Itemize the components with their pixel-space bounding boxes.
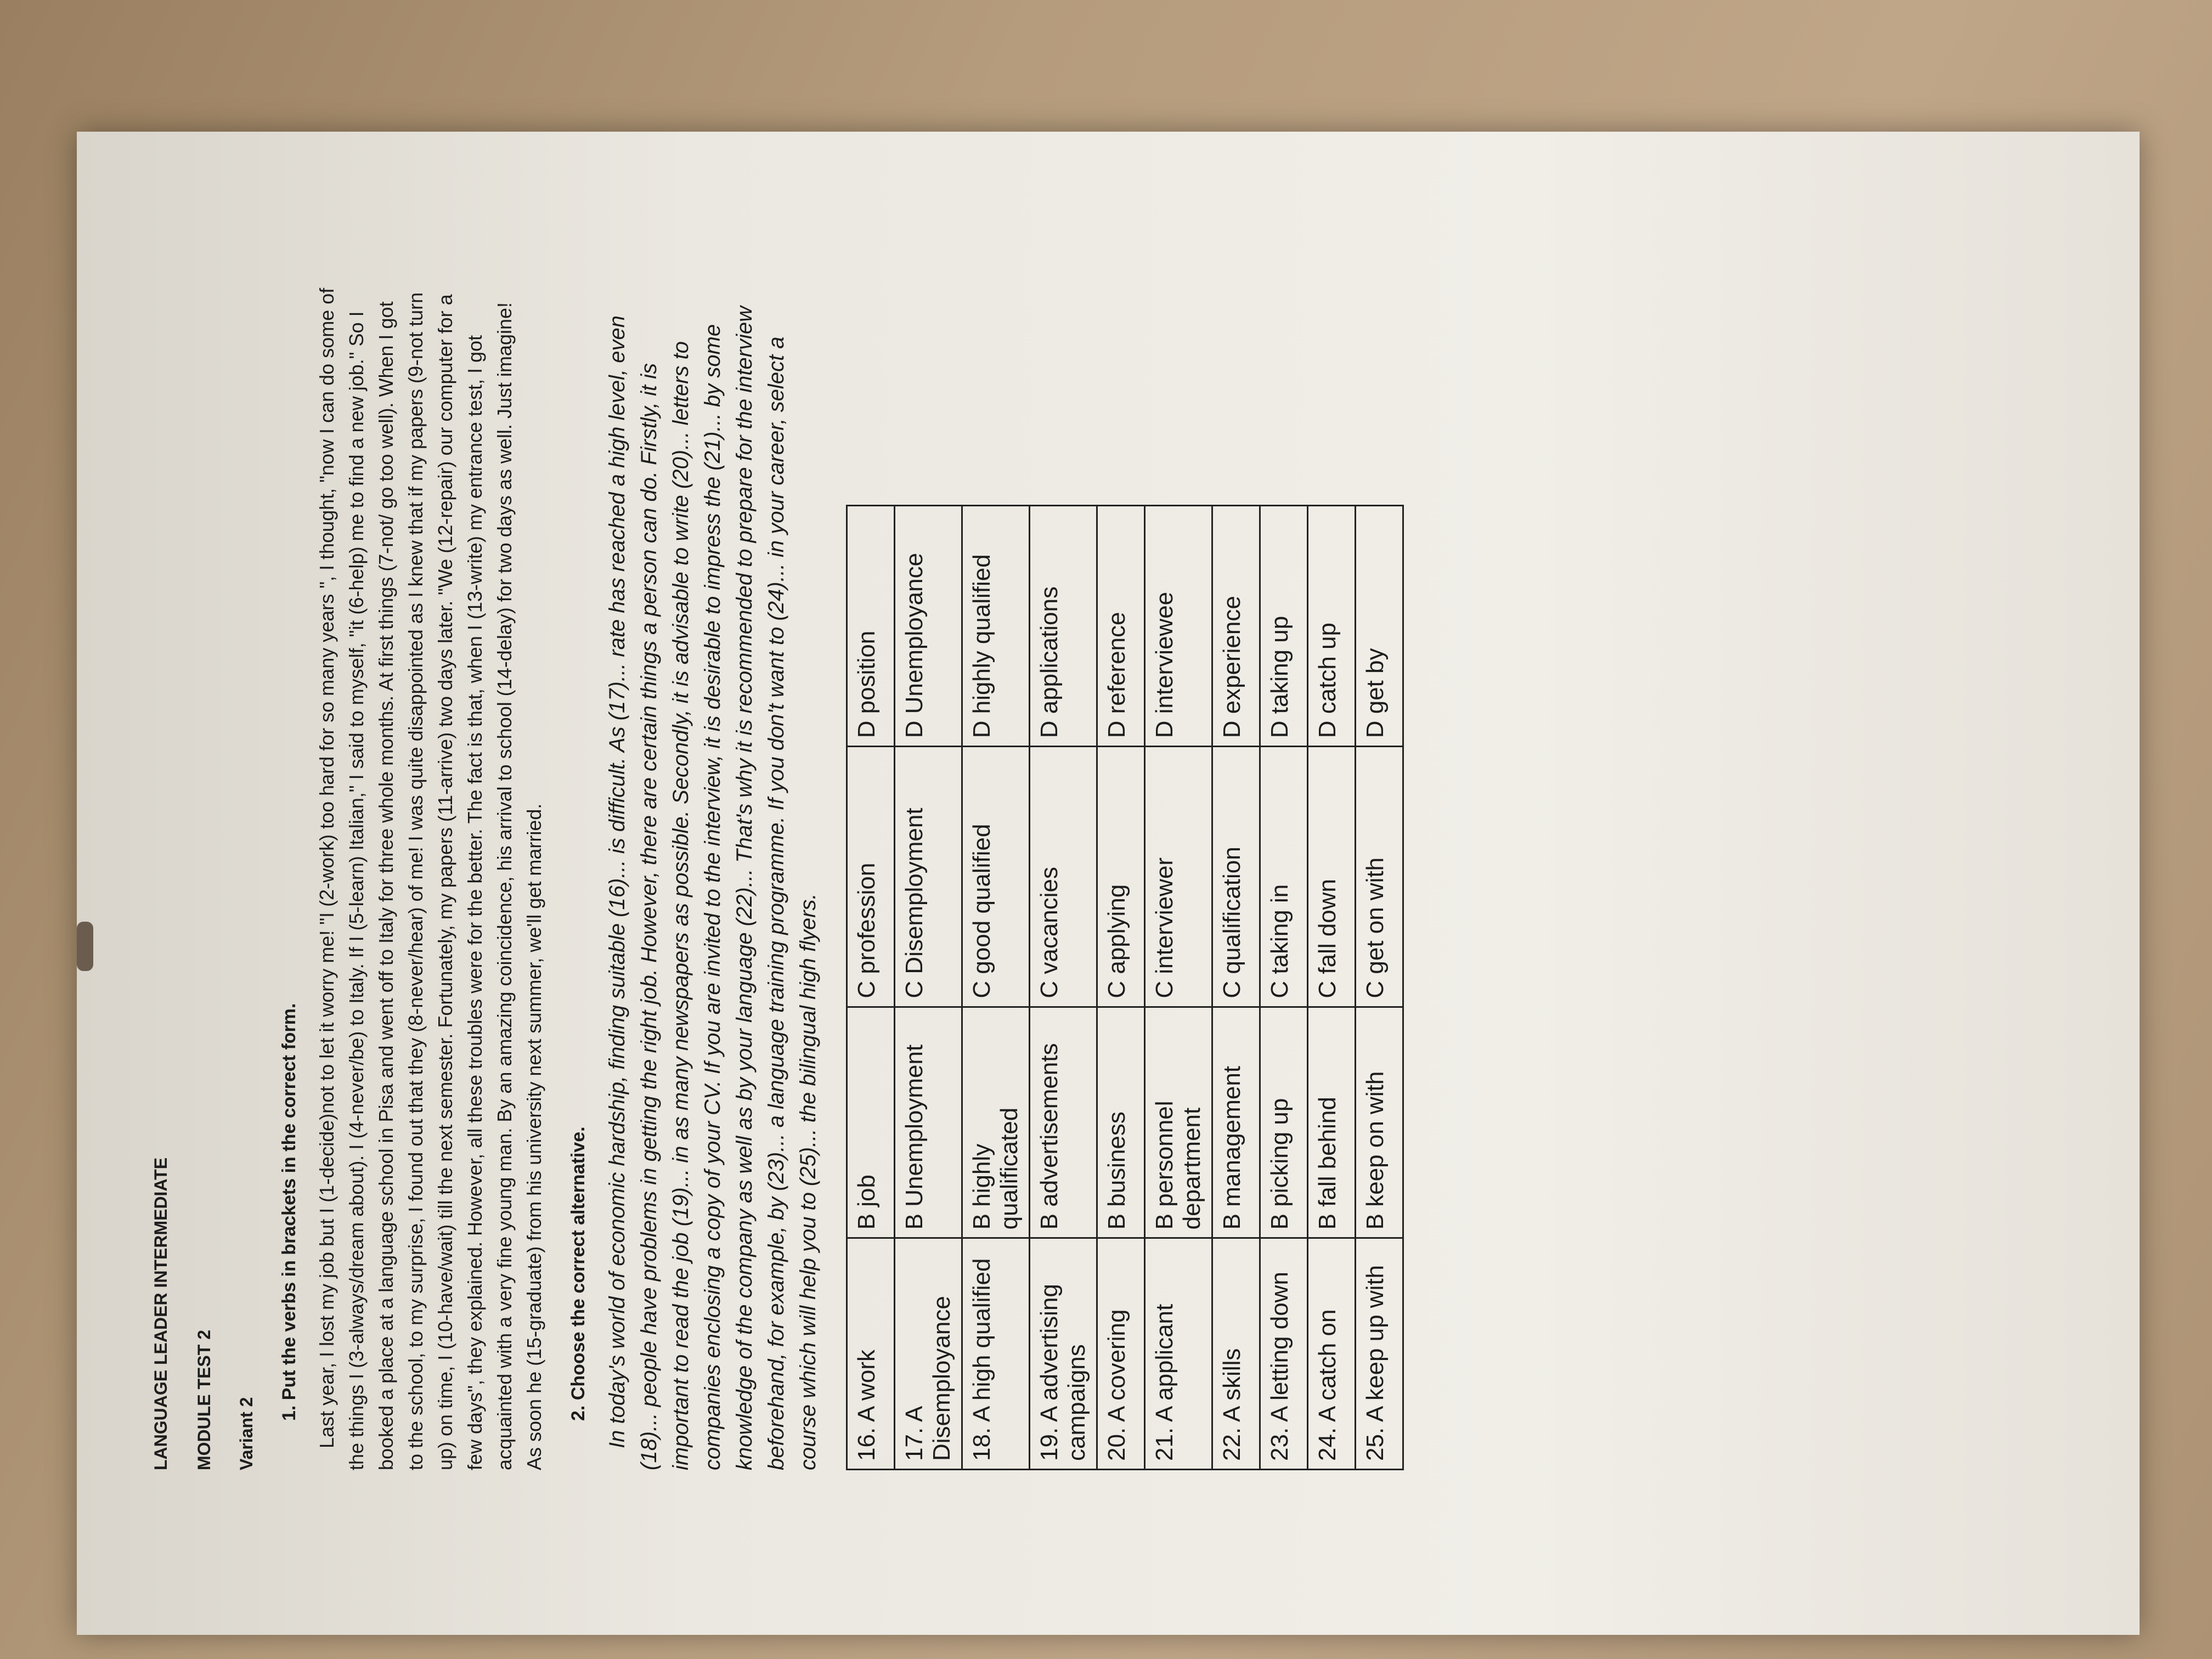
option-b: B advertisements xyxy=(1030,1007,1097,1238)
option-b: B management xyxy=(1212,1007,1260,1238)
task2-text: In today's world of economic hardship, finding suitable (16)... is difficult. As (17)... rate has reached a high level, even (18)... people have problems in getting the right job. However, there are certain things a person can do. Firstly, it is important to read the job (19)... in as many newspapers as possible. Secondly, it is advisable to write (20)... letters to companies enclosing a copy of your CV. If you are invited to the interview, it is desirable to impress the (21)... by some knowledge of the company as well as by your language (22)... That's why it is recommended to prepare for the interview beforehand, for example, by (23)... a language training programme. If you don't want to (24)... in your career, select a course which will help you to (25)... the bilingual high flyers. xyxy=(605,306,820,1470)
option-b: B personnel department xyxy=(1145,1007,1212,1238)
option-c: C profession xyxy=(847,747,895,1007)
option-a: 22. A skills xyxy=(1212,1238,1260,1470)
option-b: B picking up xyxy=(1260,1007,1308,1238)
option-a: 25. A keep up with xyxy=(1356,1238,1403,1470)
course-title: LANGUAGE LEADER INTERMEDIATE xyxy=(151,1157,171,1470)
option-a: 16. A work xyxy=(847,1238,895,1470)
option-d: D reference xyxy=(1097,506,1145,747)
option-a: 19. A advertising campaigns xyxy=(1030,1238,1097,1470)
variant-label: Variant 2 xyxy=(236,1397,256,1470)
option-d: D interviewee xyxy=(1145,506,1212,747)
option-c: C Disemployment xyxy=(895,747,962,1007)
table-row xyxy=(895,506,962,1470)
option-c: C interviewer xyxy=(1145,747,1212,1007)
option-a: 21. A applicant xyxy=(1145,1238,1212,1470)
option-c: C get on with xyxy=(1356,747,1403,1007)
table-row xyxy=(962,506,1030,1470)
option-d: D get by xyxy=(1356,506,1403,747)
task1-text: Last year, I lost my job but I (1-decide)not to let it worry me! "I (2-work) too hard for so many years ", I thought, "now I can do some of the things I (3-always/dream about). I (4-never/be) to Italy. If I (5-learn) Italian," I said to myself, "it (6-help) me to find a new job." So I booked a place at a language school in Pisa and went off to Italy for three whole months. At first things (7-not/ go too well). When I got to the school, to my surprise, I found out that they (8-never/hear) of me! I was quite disappointed as I knew that if my papers (9-not turn up) on time, I (10-have/wait) till the next semester. Fortunately, my papers (11-arrive) two days later. "We (12-repair) our computer for a few days", they explained. However, all these troubles were for the better. The fact is that, when I (13-write) my entrance test, I got acquainted with a very fine young man. By an amazing coincidence, his arrival to school (14-delay) for two days as well. Just imagine! As soon he (15-graduate) from his university next summer, we'll get married. xyxy=(315,287,545,1470)
option-c: C vacancies xyxy=(1030,747,1097,1007)
option-d: D highly qualified xyxy=(962,506,1030,747)
worksheet-paper xyxy=(77,132,2140,1635)
option-d: D taking up xyxy=(1260,506,1308,747)
worksheet-content xyxy=(91,143,2120,1624)
task1-instruction: 1. Put the verbs in brackets in the correct form. xyxy=(279,1003,300,1421)
option-d: D applications xyxy=(1030,506,1097,747)
table-row xyxy=(1212,506,1260,1470)
option-c: C qualification xyxy=(1212,747,1260,1007)
option-a: 18. A high qualified xyxy=(962,1238,1030,1470)
table-row xyxy=(847,506,895,1470)
option-b: B Unemployment xyxy=(895,1007,962,1238)
table-row xyxy=(1030,506,1097,1470)
option-d: D position xyxy=(847,506,895,747)
option-b: B business xyxy=(1097,1007,1145,1238)
option-d: D Unemployance xyxy=(895,506,962,747)
option-c: C taking in xyxy=(1260,747,1308,1007)
option-c: C fall down xyxy=(1308,747,1356,1007)
options-table xyxy=(846,505,1404,1470)
test-title: MODULE TEST 2 xyxy=(194,1329,214,1470)
option-c: C good qualified xyxy=(962,747,1030,1007)
option-a: 20. A covering xyxy=(1097,1238,1145,1470)
option-b: B keep on with xyxy=(1356,1007,1403,1238)
table-row xyxy=(1097,506,1145,1470)
table-row xyxy=(1260,506,1308,1470)
table-row xyxy=(1356,506,1403,1470)
option-a: 23. A letting down xyxy=(1260,1238,1308,1470)
option-b: B job xyxy=(847,1007,895,1238)
option-a: 17. A Disemployance xyxy=(895,1238,962,1470)
option-a: 24. A catch on xyxy=(1308,1238,1356,1470)
option-c: C applying xyxy=(1097,747,1145,1007)
task2-instruction: 2. Choose the correct alternative. xyxy=(568,1126,589,1421)
table-row xyxy=(1145,506,1212,1470)
table-row xyxy=(1308,506,1356,1470)
option-d: D experience xyxy=(1212,506,1260,747)
option-b: B fall behind xyxy=(1308,1007,1356,1238)
option-b: B highly qualificated xyxy=(962,1007,1030,1238)
option-d: D catch up xyxy=(1308,506,1356,747)
